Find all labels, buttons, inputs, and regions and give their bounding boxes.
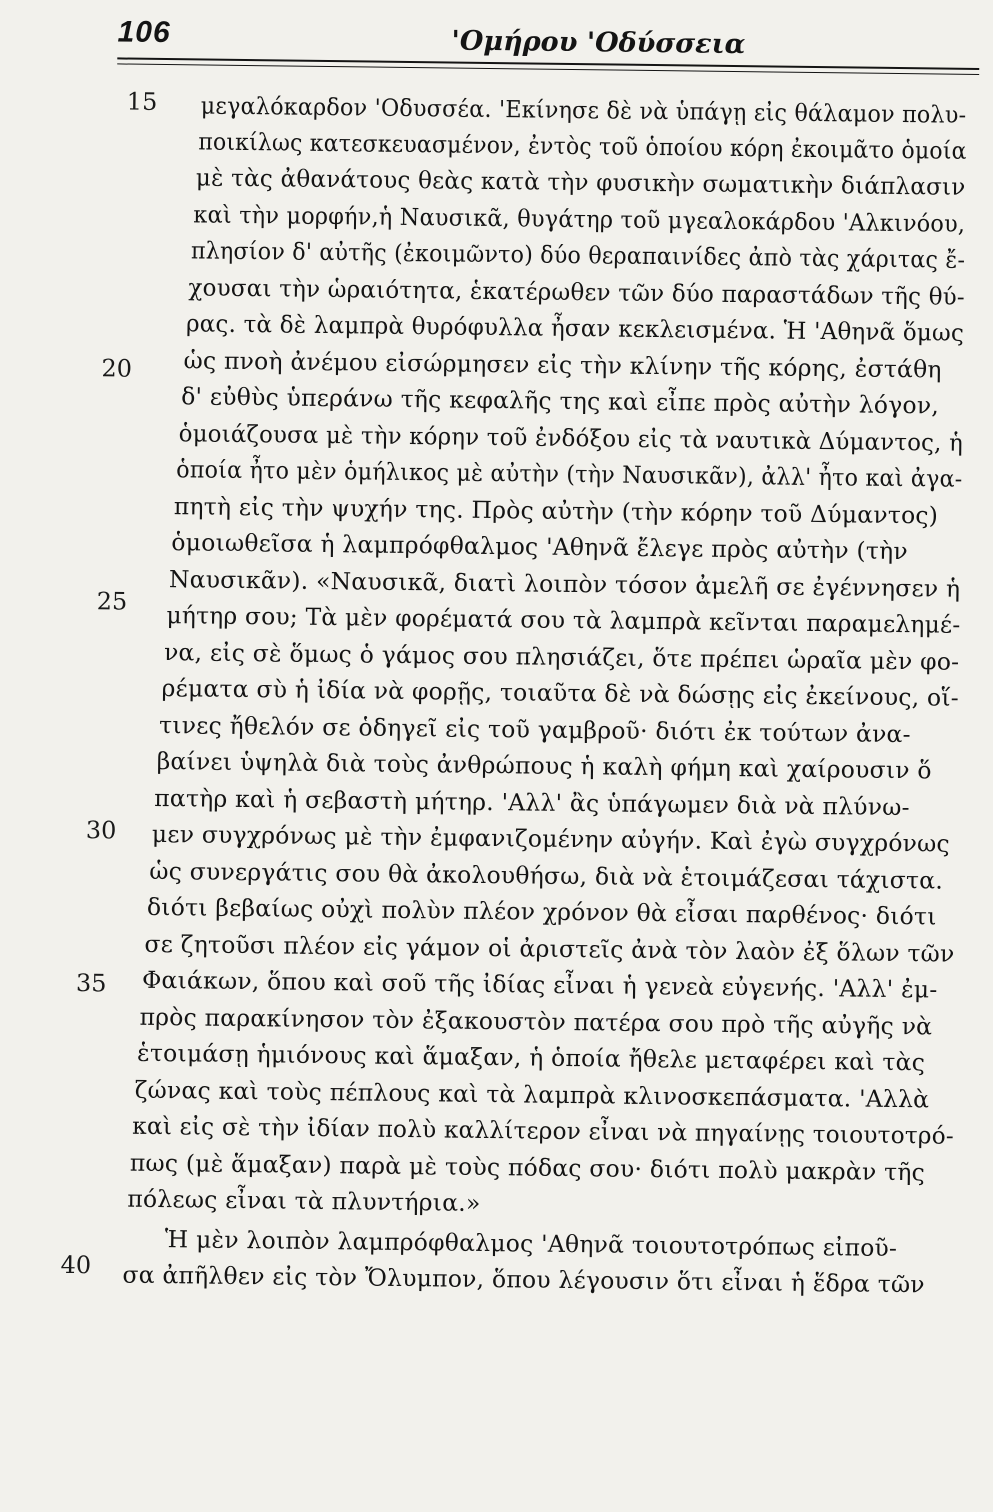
text-line: σα ἀπῆλθεν εἰς τὸν Ὄλυμπον, ὅπου λέγουσιν ὅτι εἶναι ἡ ἕδρα τῶν: [122, 1260, 925, 1299]
text-line: τινες ἤθελόν σε ὁδηγεῖ εἰς τοῦ γαμβροῦ· διότι ἐκ τούτων ἀνα-: [158, 710, 911, 749]
line-number: 20: [101, 354, 133, 383]
line-number: 40: [60, 1250, 92, 1280]
line-number: 30: [85, 816, 117, 845]
text-line: ἑτοιμάσῃ ἡμιόνους καὶ ἅμαξαν, ἡ ὁποία ἤθελε μεταφέρει καὶ τὰς: [136, 1038, 926, 1077]
text-line: μεγαλόκαρδον 'Οδυσσέα. 'Εκίνησε δὲ νὰ ὑπάγῃ εἰς θάλαμον πολυ-: [200, 91, 967, 129]
text-line: καὶ εἰς σὲ τὴν ἰδίαν πολὺ καλλίτερον εἶναι νὰ πηγαίνῃς τοιουτοτρό-: [132, 1111, 955, 1150]
text-line: ζώνας καὶ τοὺς πέπλους καὶ τὰ λαμπρὰ κλινοσκεπάσματα. 'Αλλὰ: [134, 1075, 930, 1114]
running-title: 'Ομήρου 'Οδύσσεια: [451, 25, 746, 61]
text-line: να, εἰς σὲ ὅμως ὁ γάμος σου πλησιάζει, ὅτε πρέπει ὡραῖα μὲν φο-: [163, 638, 960, 676]
text-line: χουσαι τὴν ὡραιότητα, ἑκατέρωθεν τῶν δύο παραστάδων τῆς θύ-: [188, 273, 966, 311]
text-line: καὶ τὴν μορφήν,ἡ Ναυσικᾶ, θυγάτηρ τοῦ μγεαλοκάρδου 'Αλκινόου,: [193, 200, 966, 238]
line-number: 15: [126, 87, 158, 116]
text-line: Φαιάκων, ὅπου καὶ σοῦ τῆς ἰδίας εἶναι ἡ γενεὰ εὐγενής. 'Αλλ' ἐμ-: [141, 965, 938, 1004]
header-rule-thin: [117, 63, 979, 75]
text-line: πως (μὲ ἅμαξαν) παρὰ μὲ τοὺς πόδας σου· διότι πολὺ μακρὰν τῆς: [129, 1148, 926, 1187]
text-line: ὡς πνοὴ ἀνέμου εἰσώρμησεν εἰς τὴν κλίνην τῆς κόρης, ἐστάθη: [183, 346, 942, 384]
text-line: βαίνει ὑψηλὰ διὰ τοὺς ἀνθρώπους ἡ καλὴ φήμη καὶ χαίρουσιν ὅ: [156, 746, 932, 785]
text-line: μεν συγχρόνως μὲ τὴν ἐμφανιζομένην αὐγήν. Καὶ ἐγὼ συγχρόνως: [151, 819, 951, 858]
text-line: μὲ τὰς ἀθανάτους θεὰς κατὰ τὴν φυσικὴν σωματικὴν διάπλασιν: [195, 163, 966, 201]
text-line: ὁμοιάζουσα μὲ τὴν κόρην τοῦ ἐνδόξου εἰς τὰ ναυτικὰ Δύμαντος, ἡ: [178, 419, 964, 457]
text-line: ὁποία ἦτο μὲν ὁμήλικος μὲ αὐτὴν (τὴν Ναυσικᾶν), ἀλλ' ἦτο καὶ ἀγα-: [176, 455, 963, 493]
text-line: πητὴ εἰς τὴν ψυχήν της. Πρὸς αὐτὴν (τὴν κόρην τοῦ Δύμαντος): [173, 492, 939, 530]
text-line: πατὴρ καὶ ἡ σεβαστὴ μήτηρ. 'Αλλ' ἂς ὑπάγωμεν διὰ νὰ πλύνω-: [154, 783, 910, 822]
text-line: ποικίλως κατεσκευασμένον, ἐντὸς τοῦ ὁποίου κόρη ἐκοιμᾶτο ὁμοία: [198, 127, 967, 165]
text-line: ὁμοιωθεῖσα ἡ λαμπρόφθαλμος 'Αθηνᾶ ἔλεγε πρὸς αὐτὴν (τὴν: [171, 528, 909, 566]
text-line: μήτηρ σου; Τὰ μὲν φορέματά σου τὰ λαμπρὰ κεῖνται παραμελημέ-: [166, 601, 961, 639]
text-line: ὡς συνεργάτις σου θὰ ἀκολουθήσω, διὰ νὰ ἑτοιμάζεσαι τάχιστα.: [149, 856, 944, 895]
text-line: πρὸς παρακίνησον τὸν ἐξακουστὸν πατέρα σου πρὸ τῆς αὐγῆς νὰ: [139, 1002, 933, 1041]
text-line: ρέματα σὺ ἡ ἰδία νὰ φορῇς, τοιαῦτα δὲ νὰ δώσῃς εἰς ἐκείνους, οἵ-: [161, 674, 960, 712]
text-line: σε ζητοῦσι πλέον εἰς γάμον οἱ ἀριστεῖς ἀνὰ τὸν λαὸν ἐξ ὅλων τῶν: [144, 929, 955, 968]
text-line: πόλεως εἶναι τὰ πλυντήρια.»: [127, 1184, 481, 1217]
text-line: Ναυσικᾶν). «Ναυσικᾶ, διατὶ λοιπὸν τόσον ἀμελῆ σε ἐγέννησεν ἡ: [168, 565, 961, 603]
line-number: 25: [96, 587, 128, 616]
text-line: ρας. τὰ δὲ λαμπρὰ θυρόφυλλα ἦσαν κεκλεισμένα. Ἡ 'Αθηνᾶ ὅμως: [185, 309, 965, 347]
page-number: 106: [117, 15, 171, 50]
text-line: πλησίον δ' αὐτῆς (ἐκοιμῶντο) δύο θεραπαινίδες ἀπὸ τὰς χάριτας ἔ-: [190, 236, 966, 274]
text-line: Ἡ μὲν λοιπὸν λαμπρόφθαλμος 'Αθηνᾶ τοιουτοτρόπως εἰποῦ-: [164, 1225, 898, 1263]
text-line: δ' εὐθὺς ὑπεράνω τῆς κεφαλῆς της καὶ εἶπε πρὸς αὐτὴν λόγον,: [181, 382, 940, 420]
text-line: διότι βεβαίως οὐχὶ πολὺν πλέον χρόνον θὰ εἶσαι παρθένος· διότι: [146, 892, 937, 931]
line-number: 35: [75, 969, 107, 998]
